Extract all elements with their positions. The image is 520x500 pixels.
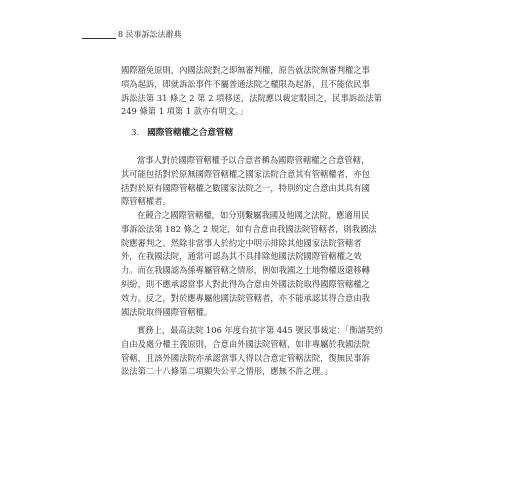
text-line: 際管轄權者。 [121, 196, 171, 207]
text-line: 外，在我國法院，通常可認為其不具排除他國法院國際管轄權之效 [121, 251, 362, 262]
book-title: 民事訴訟法辭典 [125, 30, 182, 39]
text-line: 國際豁免原則，內國法院對之即無審判權，原告就法院無審判權之事 [121, 65, 370, 75]
text-line: 實務上，最高法院 106 年度台抗字第 445 號民事裁定：「衡諸契約 [137, 325, 383, 335]
text-line: 項為起訴，即就訴訟事件不屬普通法院之權限為起訴，且不能依民事 [121, 78, 370, 89]
text-line: 事訴訟法第 182 條之 2 規定，如有合意由我國法院管轄者，則我國法 [121, 223, 377, 234]
paragraph-intro [121, 64, 391, 119]
text-line: 力。而在我國認為係專屬管轄之情形，例如我國之土地物權返還移轉 [121, 265, 370, 276]
text-line: 在競合之國際管轄權，如分別繫屬我國及他國之法院，應適用民 [137, 210, 370, 220]
paragraph-1 [121, 154, 391, 209]
text-line: 糾紛，則不應承認當事人對此得為合意由外國法院取得國際管轄權之 [121, 278, 370, 289]
paragraph-3 [121, 324, 391, 379]
text-line: 訴訟法第 31 條之 2 第 2 項移送，法院應以裁定駁回之，民事訴訟法第 [121, 92, 382, 103]
text-line: 訟法第二十八條第二項顯失公平之情形，應無不許之理。」 [121, 366, 333, 377]
header-rule [82, 38, 116, 39]
text-line: 249 條第 1 項第 1 款亦有明文。」 [121, 106, 248, 117]
text-line: 效力。反之，對於應專屬他國法院管轄者，亦不能承認其得合意由我 [121, 292, 370, 303]
running-header [82, 28, 462, 42]
text-line: 管轄，且該外國法院亦承認當事人得以合意定管轄法院，復無民事訴 [121, 352, 370, 363]
text-line: 院應審判之。然除非當事人於約定中明示排除其他國家法院管轄者 [121, 237, 362, 248]
section-number: 3. [131, 128, 140, 138]
text-line: 括對於原有國際管轄權之數國家法院之一，特別約定合意由其具有國 [121, 182, 370, 193]
page-number: 8 [118, 30, 124, 39]
section-title: 國際管轄權之合意管轄 [147, 128, 234, 138]
text-line: 當事人對於國際管轄權予以合意者稱為國際管轄權之合意管轄， [137, 155, 370, 165]
paragraph-2 [121, 209, 391, 319]
text-line: 國法院取得國際管轄權。 [121, 306, 213, 317]
section-heading [131, 127, 233, 139]
header-text [118, 30, 182, 40]
text-line: 自由及處分權主義原則，合意由外國法院管轄，如非專屬於我國法院 [121, 338, 370, 349]
text-line: 其可能包括對於原無國際管轄權之國家法院合意其有管轄權者，亦包 [121, 168, 370, 179]
